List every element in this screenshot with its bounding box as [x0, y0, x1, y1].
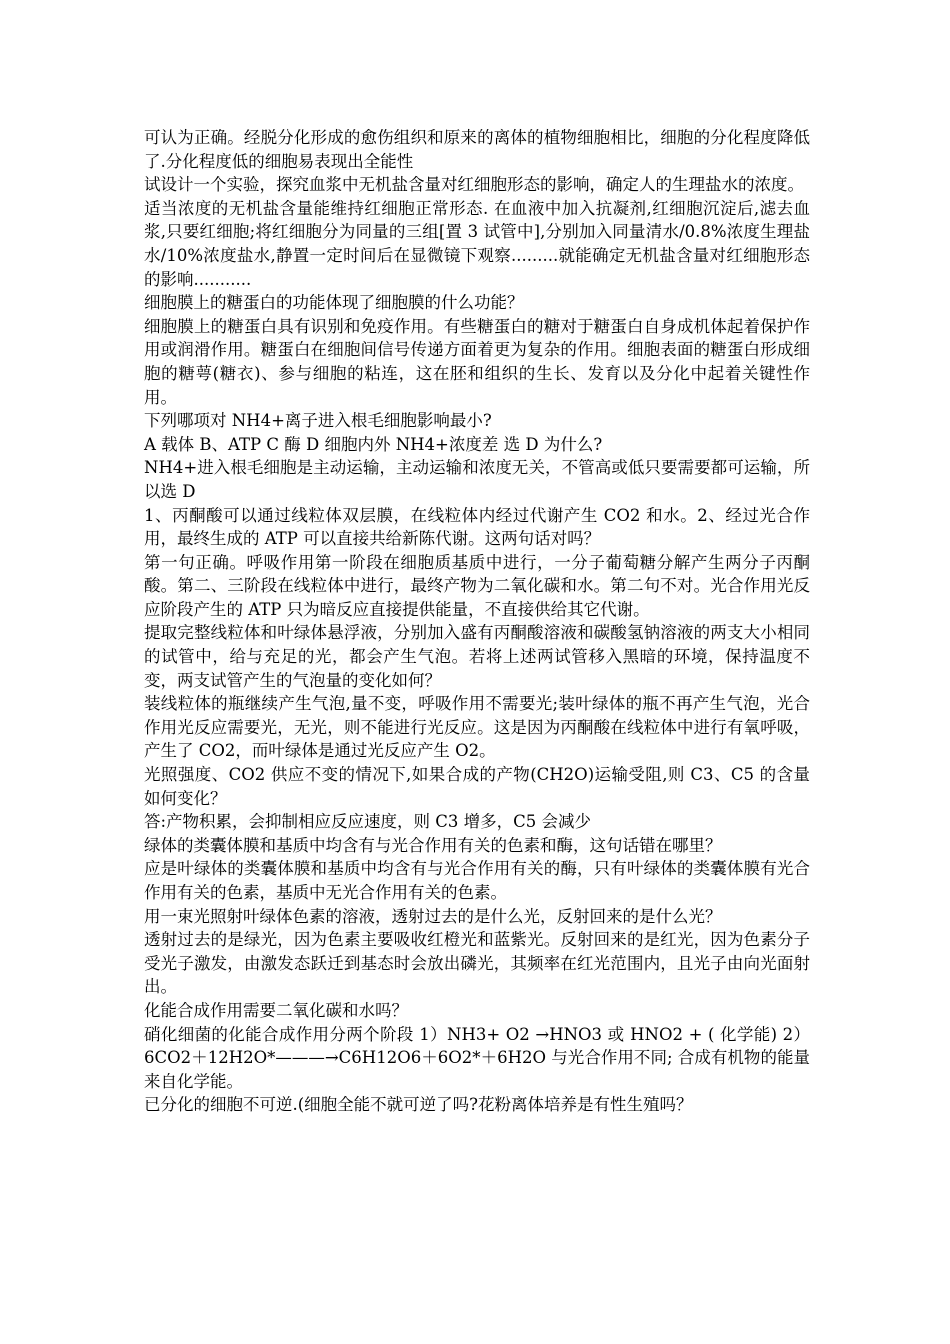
answer-text: NH4+进入根毛细胞是主动运输，主动运输和浓度无关，不管高或低只要需要都可运输，所以选 D: [144, 458, 810, 501]
question-text: 绿体的类囊体膜和基质中均含有与光合作用有关的色素和酶，这句话错在哪里？: [144, 835, 722, 855]
answer-text: 硝化细菌的化能合成作用分两个阶段 1）NH3+ O2 →HNO3 或 HNO2 + ( 化学能) 2）6CO2＋12H2O*———→C6H12O6＋6O2*＋6H2O 与光合作用不同; 合成有机物的能量来自化学能。: [144, 1024, 810, 1091]
answer-text: 第一句正确。呼吸作用第一阶段在细胞质基质中进行，一分子葡萄糖分解产生两分子丙酮酸。第二、三阶段在线粒体中进行，最终产物为二氧化碳和水。第二句不对。光合作用光反应阶段产生的 ATP 只为暗反应直接提供能量，不直接供给其它代谢。: [144, 552, 810, 619]
question-text: 化能合成作用需要二氧化碳和水吗？: [144, 1000, 408, 1020]
answer-text: 装线粒体的瓶继续产生气泡,量不变，呼吸作用不需要光;装叶绿体的瓶不再产生气泡，光合作用光反应需要光，无光，则不能进行光反应。这是因为丙酮酸在线粒体中进行有氧呼吸，产生了 CO2，而叶绿体是通过光反应产生 O2。: [144, 694, 810, 761]
question-text: 用一束光照射叶绿体色素的溶液，透射过去的是什么光，反射回来的是什么光？: [144, 906, 722, 926]
question-text: 已分化的细胞不可逆.(细胞全能不就可逆了吗?花粉离体培养是有性生殖吗？: [144, 1095, 693, 1115]
paragraph: 可认为正确。经脱分化形成的愈伤组织和原来的离体的植物细胞相比，细胞的分化程度降低了.分化程度低的细胞易表现出全能性: [144, 128, 810, 171]
answer-text: 应是叶绿体的类囊体膜和基质中均含有与光合作用有关的酶，只有叶绿体的类囊体膜有光合作用有关的色素，基质中无光合作用有关的色素。: [144, 859, 810, 902]
answer-text: 适当浓度的无机盐含量能维持红细胞正常形态. 在血液中加入抗凝剂,红细胞沉淀后,滤去血浆,只要红细胞;将红细胞分为同量的三组[置 3 试管中],分别加入同量清水/0.8%浓度生理盐水/10%浓度盐水,静置一定时间后在显微镜下观察.........就能确定无机盐含量对红细胞形态的影响...........: [144, 198, 810, 289]
question-text: 细胞膜上的糖蛋白的功能体现了细胞膜的什么功能？: [144, 293, 524, 313]
document-body: [144, 126, 810, 1117]
question-options: A 载体 B、ATP C 酶 D 细胞内外 NH4+浓度差 选 D 为什么?: [144, 434, 603, 454]
answer-text: 透射过去的是绿光，因为色素主要吸收红橙光和蓝紫光。反射回来的是红光，因为色素分子受光子激发，由激发态跃迁到基态时会放出磷光，其频率在红光范围内，且光子由向光面射出。: [144, 930, 810, 997]
question-text: 光照强度、CO2 供应不变的情况下,如果合成的产物(CH2O)运输受阻,则 C3、C5 的含量如何变化？: [144, 765, 810, 808]
question-text: 提取完整线粒体和叶绿体悬浮液，分别加入盛有丙酮酸溶液和碳酸氢钠溶液的两支大小相同的试管中，给与充足的光，都会产生气泡。若将上述两试管移入黑暗的环境，保持温度不变，两支试管产生的气泡量的变化如何？: [144, 623, 810, 690]
question-text: 1、丙酮酸可以通过线粒体双层膜，在线粒体内经过代谢产生 CO2 和水。2、经过光合作用，最终生成的 ATP 可以直接共给新陈代谢。这两句话对吗？: [144, 505, 810, 549]
answer-text: 答:产物积累，会抑制相应反应速度，则 C3 增多，C5 会减少: [144, 812, 592, 832]
answer-text: 细胞膜上的糖蛋白具有识别和免疫作用。有些糖蛋白的糖对于糖蛋白自身成机体起着保护作用或润滑作用。糖蛋白在细胞间信号传递方面着更为复杂的作用。细胞表面的糖蛋白形成细胞的糖萼(糖衣)、参与细胞的粘连，这在胚和组织的生长、发育以及分化中起着关键性作用。: [144, 316, 810, 407]
question-text: 试设计一个实验，探究血浆中无机盐含量对红细胞形态的影响，确定人的生理盐水的浓度。: [144, 175, 804, 195]
question-text: 下列哪项对 NH4+离子进入根毛细胞影响最小?: [144, 411, 492, 431]
